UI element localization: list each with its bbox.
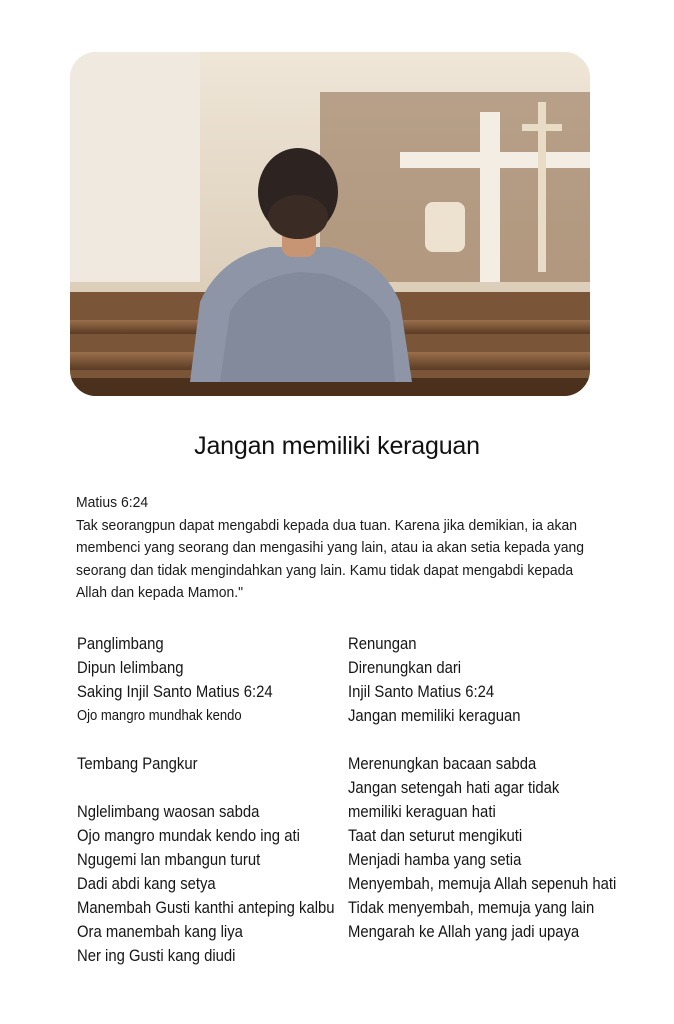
right-heading: Renungan <box>348 635 417 653</box>
right-heading: Jangan memiliki keraguan <box>348 707 521 725</box>
page-title: Jangan memiliki keraguan <box>194 432 480 460</box>
right-heading: Direnungkan dari <box>348 659 462 677</box>
song-line: Ngugemi lan mbangun turut <box>77 851 261 869</box>
reflection-line: Merenungkan bacaan sabda <box>348 755 537 773</box>
reflection-line: Tidak menyembah, memuja yang lain <box>348 899 595 917</box>
reflection-line: Mengarah ke Allah yang jadi upaya <box>348 923 580 941</box>
song-title: Tembang Pangkur <box>77 755 198 773</box>
left-heading: Dipun lelimbang <box>77 659 184 677</box>
reflection-line: Taat dan seturut mengikuti <box>348 827 523 845</box>
reflection-line: Menjadi hamba yang setia <box>348 851 522 869</box>
verse-line: seorang dan tidak mengindahkan yang lain. Kamu tidak dapat mengabdi kepada <box>76 561 574 579</box>
header-photo <box>70 52 590 396</box>
verse-line: Allah dan kepada Mamon." <box>76 584 244 601</box>
reflection-line: Jangan setengah hati agar tidak <box>348 779 560 797</box>
song-line: Dadi abdi kang setya <box>77 875 216 893</box>
javanese-column <box>77 632 347 968</box>
song-line: Nglelimbang waosan sabda <box>77 803 260 821</box>
left-subheading: Ojo mangro mundhak kendo <box>77 708 242 724</box>
verse-reference: Matius 6:24 <box>76 494 149 511</box>
song-line: Ojo mangro mundak kendo ing ati <box>77 827 300 845</box>
photo-illustration <box>70 52 590 396</box>
song-line: Manembah Gusti kanthi anteping kalbu <box>77 899 335 917</box>
right-heading: Injil Santo Matius 6:24 <box>348 683 495 701</box>
song-line: Ner ing Gusti kang diudi <box>77 947 236 965</box>
scripture-verse <box>76 492 584 605</box>
reflection-line: Menyembah, memuja Allah sepenuh hati <box>348 875 617 893</box>
left-heading: Saking Injil Santo Matius 6:24 <box>77 683 273 701</box>
verse-line: Tak seorangpun dapat mengabdi kepada dua tuan. Karena jika demikian, ia akan <box>76 516 578 534</box>
indonesian-column <box>348 632 645 944</box>
left-heading: Panglimbang <box>77 635 164 653</box>
verse-line: membenci yang seorang dan mengasihi yang lain, atau ia akan setia kepada yang <box>76 539 584 556</box>
song-line: Ora manembah kang liya <box>77 923 243 941</box>
reflection-line: memiliki keraguan hati <box>348 803 496 821</box>
